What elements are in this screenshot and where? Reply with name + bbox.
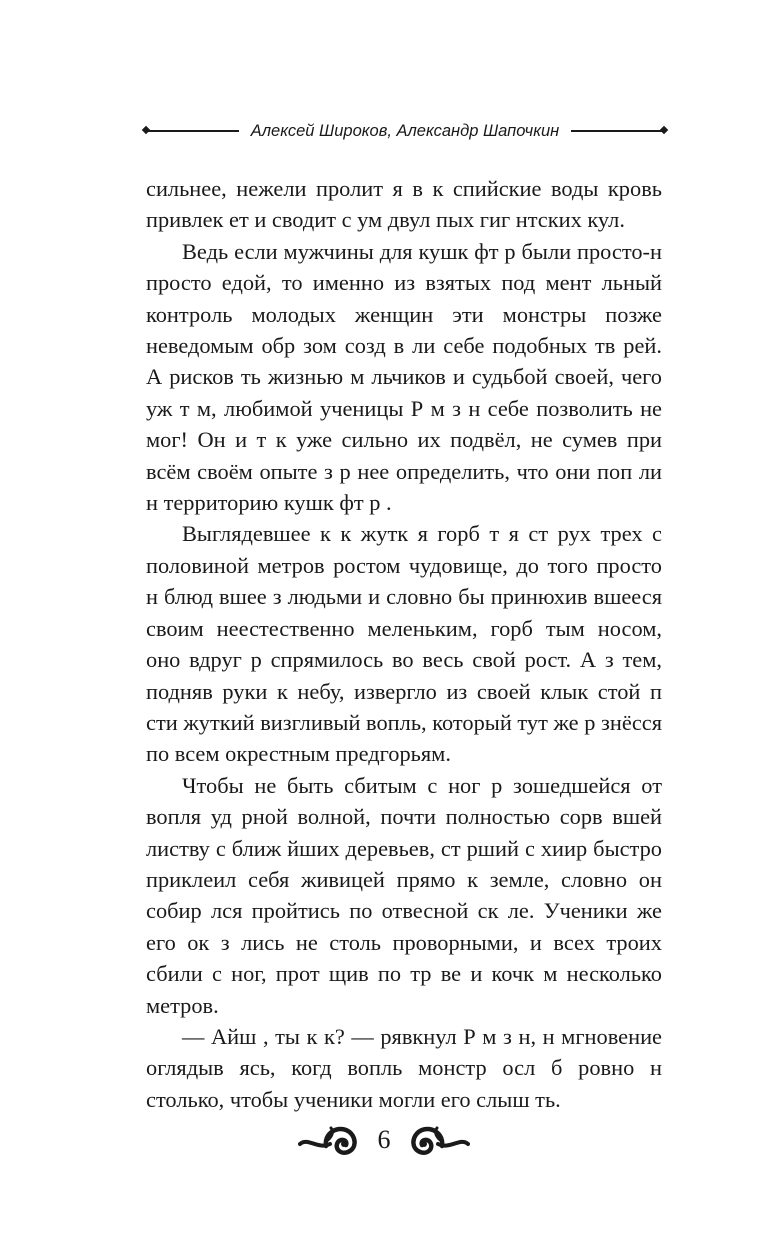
swirl-ornament-right-icon xyxy=(406,1122,470,1158)
page-body xyxy=(146,173,662,1115)
paragraph-2: Ведь если мужчины для кушк фт р были просто-н просто едой, то именно из взятых под мент льный контроль молодых женщин эти монстры позже неведомым обр зом созд в ли себе подобных тв рей. А рисков ть жизнью м льчиков и судьбой своей, чего уж т м, любимой ученицы Р м з н себе позволить не мог! Он и т к уже сильно их подвёл, не сумев при всём своём опыте з р нее определить, что они поп ли н территорию кушк фт р . xyxy=(146,238,662,516)
header-rule-right xyxy=(571,130,665,132)
running-title: Алексей Широков, Александр Шапочкин xyxy=(250,121,560,140)
header-rule-left xyxy=(145,130,239,132)
paragraph-1: сильнее, нежели пролит я в к спийские воды кровь привлек ет и сводит с ум двул пых гиг нтских кул. xyxy=(146,176,662,233)
page-number: 6 xyxy=(377,1125,391,1154)
page-footer xyxy=(0,1118,768,1162)
running-header xyxy=(145,116,665,146)
paragraph-5: — Айш , ты к к? — рявкнул Р м з н, н мгновение оглядыв ясь, когд вопль монстр осл б ровно н столько, чтобы ученики могли его слыш ть. xyxy=(146,1023,662,1112)
swirl-ornament-left-icon xyxy=(298,1122,362,1158)
paragraph-4: Чтобы не быть сбитым с ног р зошедшейся от вопля уд рной волной, почти полностью сорв вшей листву с ближ йших деревьев, ст рший с хиир быстро приклеил себя живицей прямо к земле, словно он собир лся пройтись по отвесной ск ле. Ученики же его ок з лись не столь проворными, и всех троих сбили с ног, прот щив по тр ве и кочк м несколько метров. xyxy=(146,772,662,1018)
paragraph-3: Выглядевшее к к жутк я горб т я ст рух трех с половиной метров ростом чудовище, до того просто н блюд вшее з людьми и словно бы принюхив вшееся своим неестественно меленьким, горб тым носом, оно вдруг р спрямилось во весь свой рост. А з тем, подняв руки к небу, извергло из своей клык стой п сти жуткий визгливый вопль, который тут же р знёсся по всем окрестным предгорьям. xyxy=(146,521,662,767)
